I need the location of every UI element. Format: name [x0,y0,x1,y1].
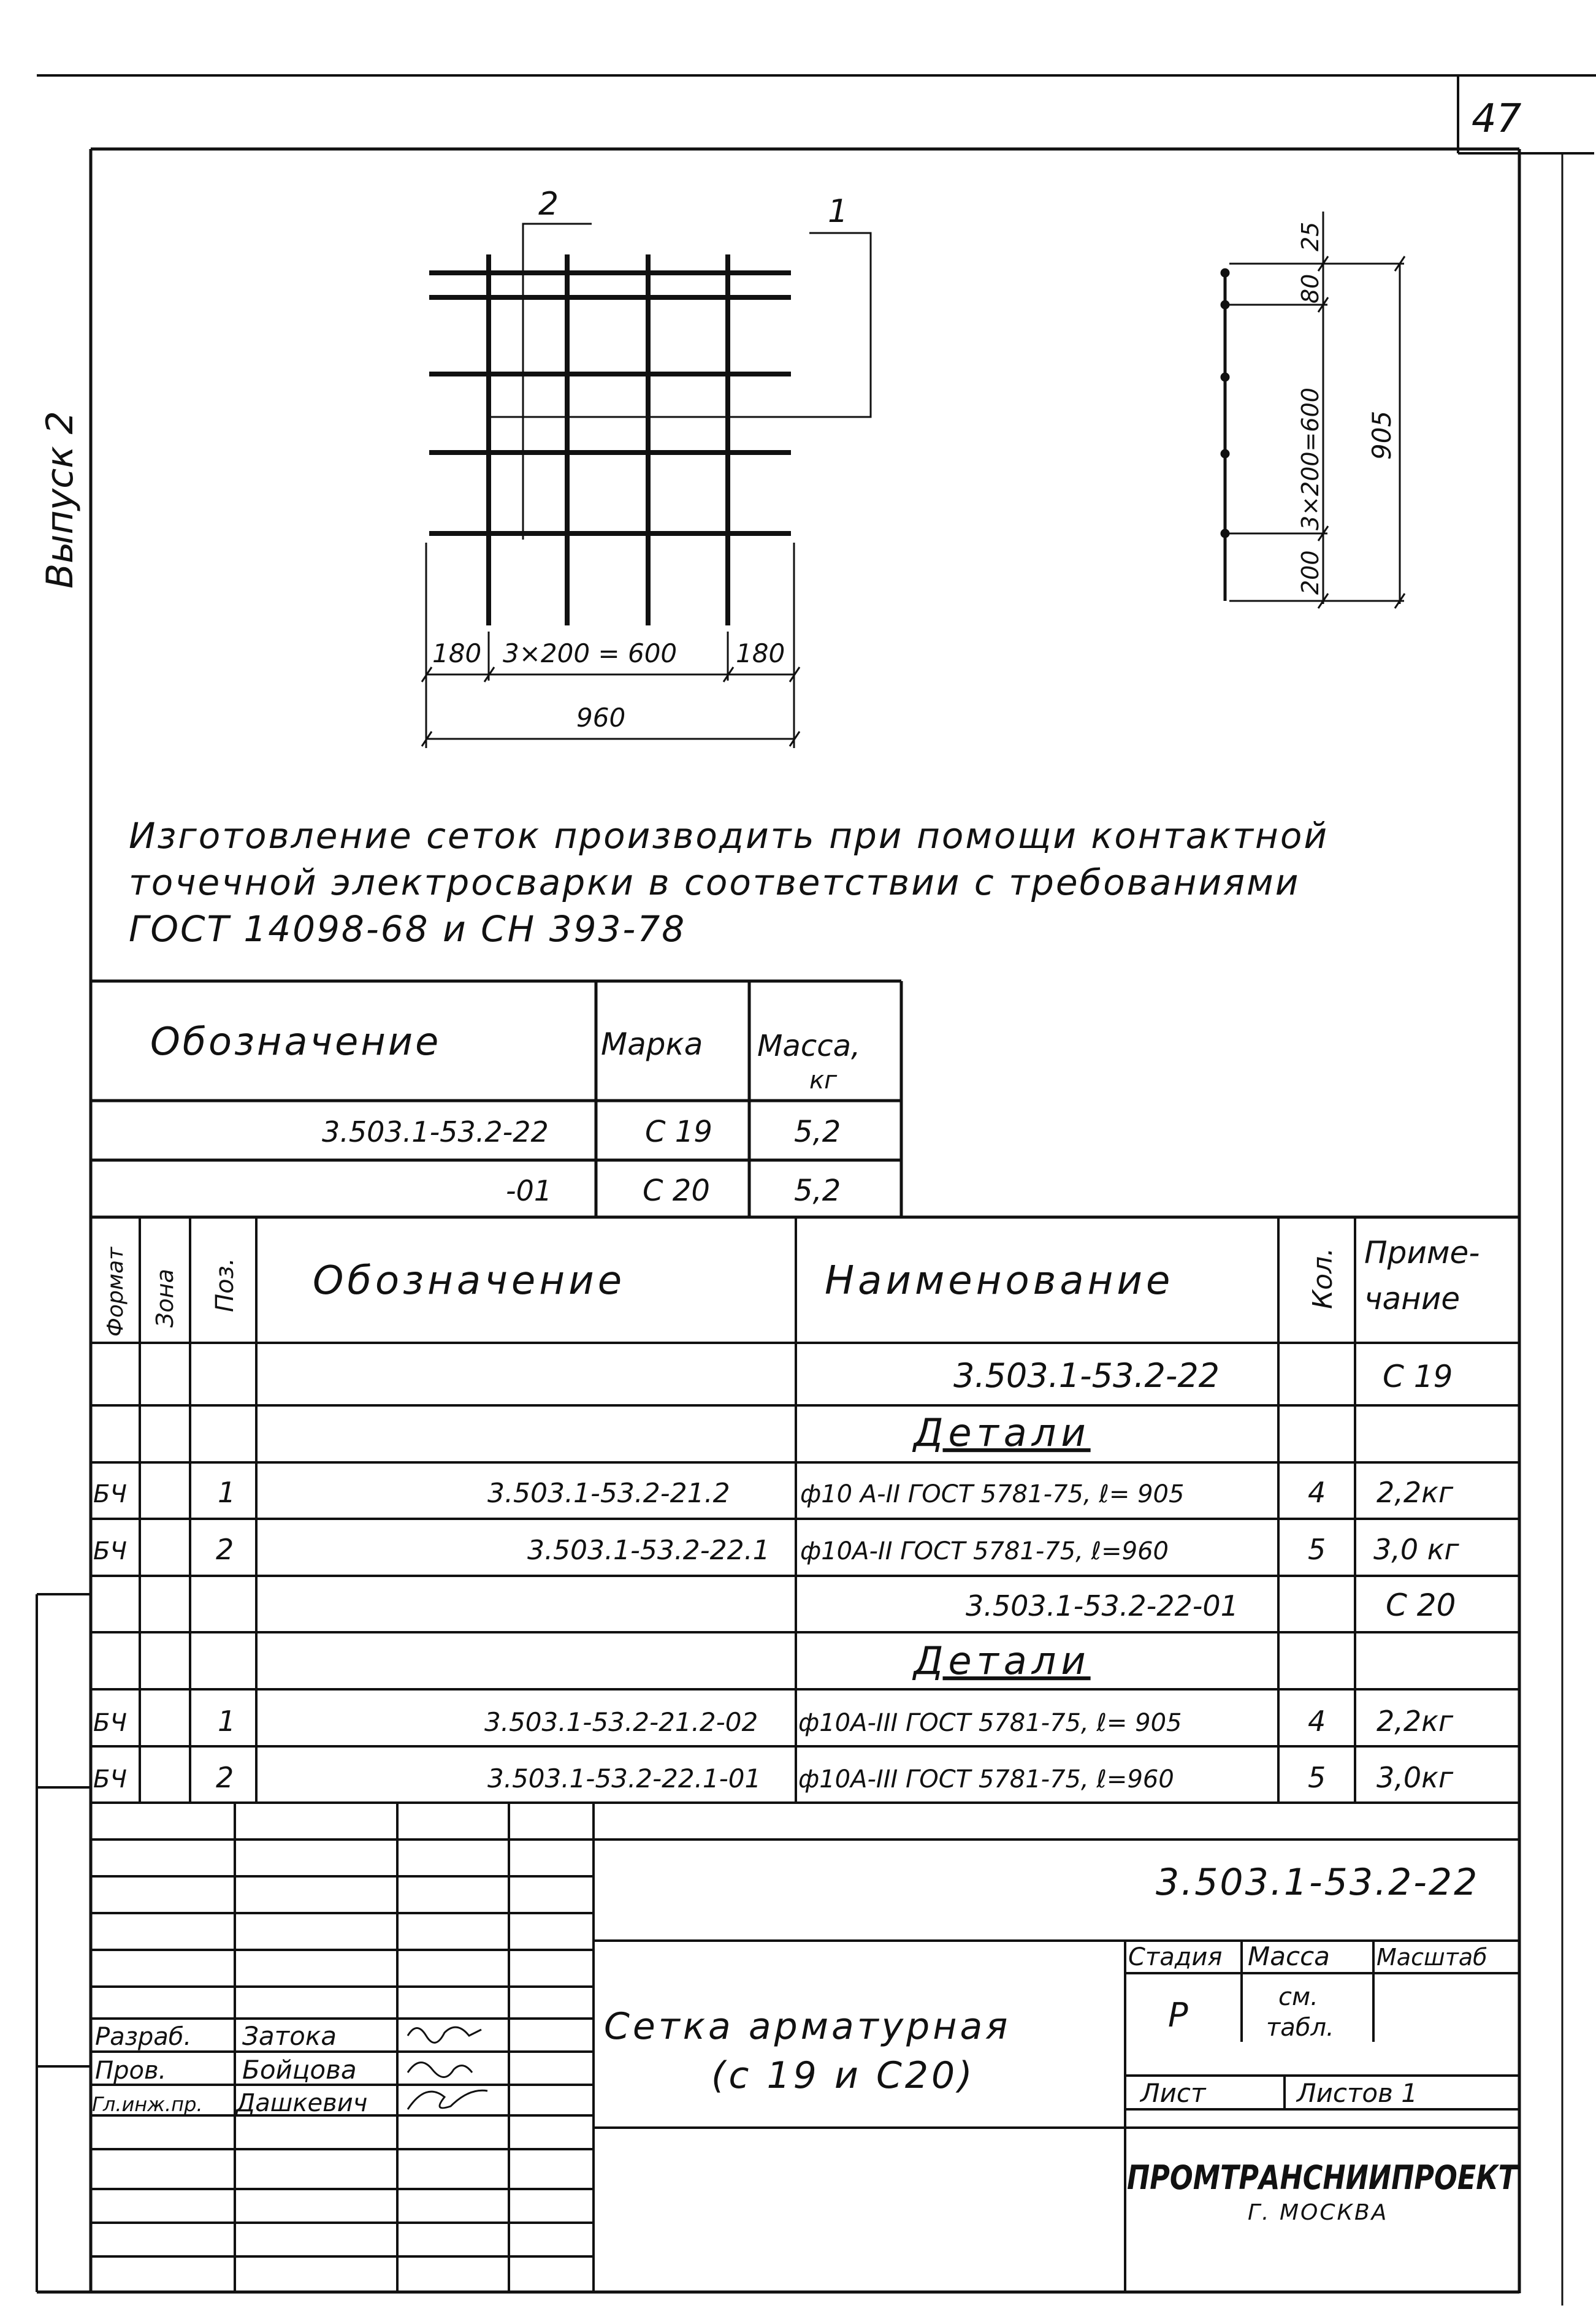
spec-table-grid [91,1217,1519,1840]
spec-row4-pos: 2 [216,1533,234,1566]
title-line-1: Сетка арматурная [604,2005,1011,2048]
spec-header-format: Формат [103,1247,128,1337]
spec-row7-name: ф10А-III ГОСТ 5781-75, ℓ= 905 [798,1709,1182,1737]
dim-middle: 3×200 = 600 [503,638,678,668]
dim-left-180: 180 [432,638,482,668]
spec-row2-name: Детали [914,1410,1091,1455]
spec-row4-qty: 5 [1308,1533,1326,1566]
spec-row7-pos: 1 [218,1705,236,1738]
spec-row8-note: 3,0кг [1376,1761,1454,1794]
mark-row1-mark: С 19 [645,1115,712,1149]
spec-row4-note: 3,0 кг [1373,1533,1459,1566]
mark-header-mass-unit: кг [809,1066,838,1095]
spec-row8-pos: 2 [216,1761,234,1794]
signatures [408,2027,487,2109]
mark-row2-mark: С 20 [643,1174,710,1208]
spec-row3-qty: 4 [1308,1476,1326,1509]
sheet-label: Лист [1140,2078,1206,2108]
mark-row1-mass: 5,2 [794,1115,841,1149]
spec-header-name: Наименование [825,1258,1174,1304]
spec-row6-name: Детали [914,1638,1091,1683]
section-dim-200: 200 [1297,550,1324,595]
mark-header-mass: Масса, [757,1029,861,1063]
staff-name-3: Дашкевич [236,2089,368,2117]
spec-row3-name: ф10 А-II ГОСТ 5781-75, ℓ= 905 [800,1480,1185,1508]
mesh-plan [429,254,791,625]
dim-right-180: 180 [736,638,785,668]
spec-row8-name: ф10А-III ГОСТ 5781-75, ℓ=960 [798,1765,1174,1794]
org-city: Г. МОСКВА [1248,2200,1389,2225]
mark-header-designation: Обозначение [150,1019,441,1064]
page-number: 47 [1472,96,1522,142]
staff-role-1: Разраб. [95,2023,192,2051]
spec-row1-note: С 19 [1383,1359,1453,1394]
section-dim-600: 3×200=600 [1297,388,1324,530]
title-line-2: (с 19 и С20) [711,2054,976,2097]
section-dim-80: 80 [1297,273,1324,304]
spec-row4-name: ф10А-II ГОСТ 5781-75, ℓ=960 [800,1537,1169,1565]
mark-row2-mass: 5,2 [794,1174,841,1208]
sheets-label: Листов 1 [1297,2078,1418,2108]
mark-row2-designation: -01 [506,1174,552,1207]
mark-row1-designation: 3.503.1-53.2-22 [322,1115,549,1148]
spec-row7-note: 2,2кг [1376,1705,1454,1738]
mass-value-1: см. [1278,1983,1318,2011]
note-line-3: ГОСТ 14098-68 и СН 393-78 [129,908,687,950]
org-name: ПРОМТРАНСНИИПРОЕКТ [1127,2158,1519,2197]
dim-overall-960: 960 [576,703,626,733]
mark-header-mark: Марка [601,1026,703,1062]
spec-row4-designation: 3.503.1-53.2-22.1 [527,1535,770,1566]
mass-value-2: табл. [1266,2014,1334,2042]
section-dim-25: 25 [1297,221,1324,251]
fabrication-note [129,812,1478,952]
spec-row3-pos: 1 [218,1476,236,1509]
pos-label-2: 2 [538,186,559,223]
spec-header-zone: Зона [151,1269,178,1328]
spec-row8-qty: 5 [1308,1761,1326,1794]
section-dim-905: 905 [1367,410,1397,460]
spec-row1-name: 3.503.1-53.2-22 [953,1356,1220,1395]
spec-row4-format: БЧ [93,1537,127,1565]
spec-row3-designation: 3.503.1-53.2-21.2 [487,1478,730,1509]
mass-header: Масса [1248,1941,1330,1971]
staff-name-1: Затока [242,2021,337,2051]
spec-row7-format: БЧ [93,1709,127,1737]
note-line-1: Изготовление сеток производить при помощи контактной [129,815,1329,857]
spec-row8-format: БЧ [93,1765,127,1794]
spec-row7-qty: 4 [1308,1705,1326,1738]
doc-code: 3.503.1-53.2-22 [1156,1861,1480,1904]
spec-row3-note: 2,2кг [1376,1476,1454,1509]
staff-name-2: Бойцова [242,2055,357,2085]
pos-label-1: 1 [828,193,849,230]
spec-header-qty: Кол. [1307,1247,1338,1309]
spec-row5-name: 3.503.1-53.2-22-01 [966,1589,1239,1622]
spec-row8-designation: 3.503.1-53.2-22.1-01 [487,1763,762,1794]
spec-row7-designation: 3.503.1-53.2-21.2-02 [484,1707,758,1737]
spec-header-pos: Поз. [211,1258,239,1312]
spec-row5-note: С 20 [1386,1587,1456,1623]
staff-role-2: Пров. [95,2057,167,2085]
note-line-2: точечной электросварки в соответствии с требованиями [129,862,1300,903]
staff-role-3: Гл.инж.пр. [92,2093,203,2116]
stage-header: Стадия [1128,1943,1223,1971]
scale-header: Масштаб [1376,1944,1487,1971]
side-label: Выпуск 2 [39,411,82,589]
spec-header-note-2: чание [1364,1281,1460,1316]
spec-header-designation: Обозначение [313,1258,626,1304]
spec-row3-format: БЧ [93,1480,127,1508]
stage-value: Р [1168,1996,1188,2034]
spec-header-note-1: Приме- [1364,1235,1480,1270]
